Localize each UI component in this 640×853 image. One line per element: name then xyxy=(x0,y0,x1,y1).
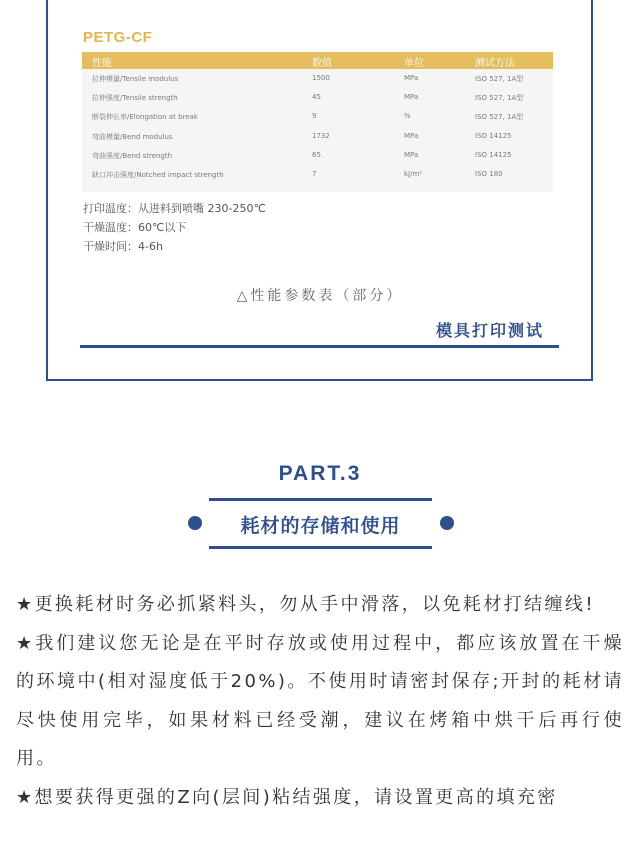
header-value: 数值 xyxy=(312,58,332,69)
section-top-rule xyxy=(209,498,432,501)
cell-property: 缺口冲击强度/Notched impact strength xyxy=(92,170,224,179)
cell-method: ISO 14125 xyxy=(475,150,512,159)
header-property: 性能 xyxy=(92,58,112,69)
table-row xyxy=(82,127,553,146)
cell-unit: MPa xyxy=(404,74,419,82)
section-title: 耗材的存储和使用 xyxy=(240,515,401,537)
table-caption: △性能参数表（部分） xyxy=(236,288,404,304)
bullet-dot-right xyxy=(440,516,454,530)
cell-value: 9 xyxy=(312,112,317,121)
cell-method: ISO 180 xyxy=(475,169,503,178)
cell-value: 1500 xyxy=(312,74,330,82)
cell-unit: MPa xyxy=(404,131,419,140)
body-text xyxy=(16,586,624,817)
cell-method: ISO 527, 1A型 xyxy=(475,113,524,122)
cell-property: 断裂伸长率/Elongation at break xyxy=(92,113,198,122)
bullet-dot-left xyxy=(188,516,202,530)
product-title: PETG-CF xyxy=(83,29,153,46)
cell-value: 45 xyxy=(312,93,321,102)
section-bottom-rule xyxy=(209,546,432,549)
table-row xyxy=(82,146,553,165)
drying-temperature: 干燥温度：60℃以下 xyxy=(83,221,187,234)
header-unit: 单位 xyxy=(404,58,424,69)
cell-value: 7 xyxy=(312,169,317,178)
table-row xyxy=(82,69,553,88)
cell-method: ISO 527, 1A型 xyxy=(475,94,524,103)
cell-method: ISO 527, 1A型 xyxy=(475,75,524,83)
cell-value: 1732 xyxy=(312,131,330,140)
paragraph: ★更换耗材时务必抓紧料头，勿从手中滑落，以免耗材打结缠线! xyxy=(16,594,595,615)
next-section-title: 模具打印测试 xyxy=(436,321,545,340)
table-row xyxy=(82,88,553,107)
cell-unit: MPa xyxy=(404,93,419,102)
print-settings xyxy=(83,199,266,256)
cell-unit: % xyxy=(404,112,411,121)
table-row xyxy=(82,107,553,126)
spec-table xyxy=(82,52,553,192)
drying-time: 干燥时间：4-6h xyxy=(83,240,163,253)
part-label: PART.3 xyxy=(278,462,362,485)
cell-property: 拉伸强度/Tensile strength xyxy=(92,94,178,103)
cell-property: 弯曲强度/Bend strength xyxy=(92,151,173,160)
cell-value: 65 xyxy=(312,150,321,159)
print-temperature: 打印温度：从进料到喷嘴 230-250℃ xyxy=(83,202,266,215)
cell-property: 弯曲模量/Bend modulus xyxy=(92,132,173,141)
title-underline xyxy=(80,345,559,348)
paragraph: ★想要获得更强的Z向(层间)粘结强度，请设置更高的填充密 xyxy=(16,786,558,808)
cell-method: ISO 14125 xyxy=(475,131,512,140)
header-method: 测试方法 xyxy=(475,58,515,69)
spec-table-header xyxy=(82,52,553,69)
table-row xyxy=(82,165,553,184)
cell-unit: kJ/m² xyxy=(404,169,423,178)
paragraph: ★我们建议您无论是在平时存放或使用过程中，都应该放置在干燥的环境中(相对湿度低于20%)。不使用时请密封保存;开封的耗材请尽快使用完毕，如果材料已经受潮，建议在烤箱中烘干后再行使用。 xyxy=(16,632,624,769)
cell-property: 拉伸模量/Tensile modulus xyxy=(92,75,179,83)
cell-unit: MPa xyxy=(404,150,419,159)
